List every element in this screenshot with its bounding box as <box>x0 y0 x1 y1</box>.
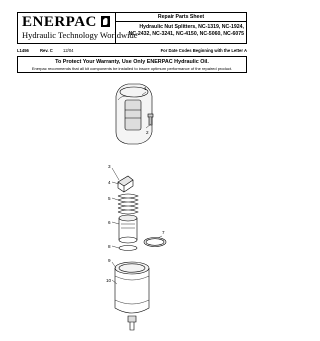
part-seal <box>119 246 137 251</box>
callout-5: 5 <box>108 196 111 201</box>
callout-4: 4 <box>108 180 111 185</box>
revision-date: 12/04 <box>63 48 74 53</box>
callout-8: 8 <box>108 244 111 249</box>
part-chisel <box>118 176 133 192</box>
date-codes-note: For Date Codes Beginning with the Letter A <box>160 48 247 53</box>
part-o-ring <box>144 238 166 247</box>
part-spring <box>118 194 138 214</box>
document-number: L1456 <box>17 48 29 53</box>
callout-1: 1 <box>144 86 147 91</box>
revision: Rev. C <box>40 48 53 53</box>
brand-tagline: Hydraulic Technology Worldwide <box>22 30 138 40</box>
sheet-title: Repair Parts Sheet <box>157 13 205 20</box>
warranty-notice-text: Enerpac recommends that all kit components be installed to insure optimum performance of the repaired product. <box>31 65 233 71</box>
callout-6: 6 <box>108 220 111 225</box>
callout-2: 2 <box>146 130 149 135</box>
callout-3: 3 <box>108 164 111 169</box>
callout-9: 9 <box>108 258 111 263</box>
model-list-line: NC-2432, NC-3241, NC-4150, NC-5060, NC-6075 <box>128 31 244 38</box>
callout-10: 10 <box>106 278 112 283</box>
brand-name: ENERPAC <box>22 14 97 30</box>
part-coupler <box>128 316 136 330</box>
callout-7: 7 <box>162 230 165 235</box>
warranty-notice-title: To Protect Your Warranty, Use Only ENERPAC Hydraulic Oil. <box>55 58 209 65</box>
model-list-line: Hydraulic Nut Splitters, NC-1319, NC-1924, <box>139 24 244 30</box>
part-cylinder <box>115 262 149 313</box>
part-piston <box>119 215 137 243</box>
part-head <box>116 84 152 144</box>
